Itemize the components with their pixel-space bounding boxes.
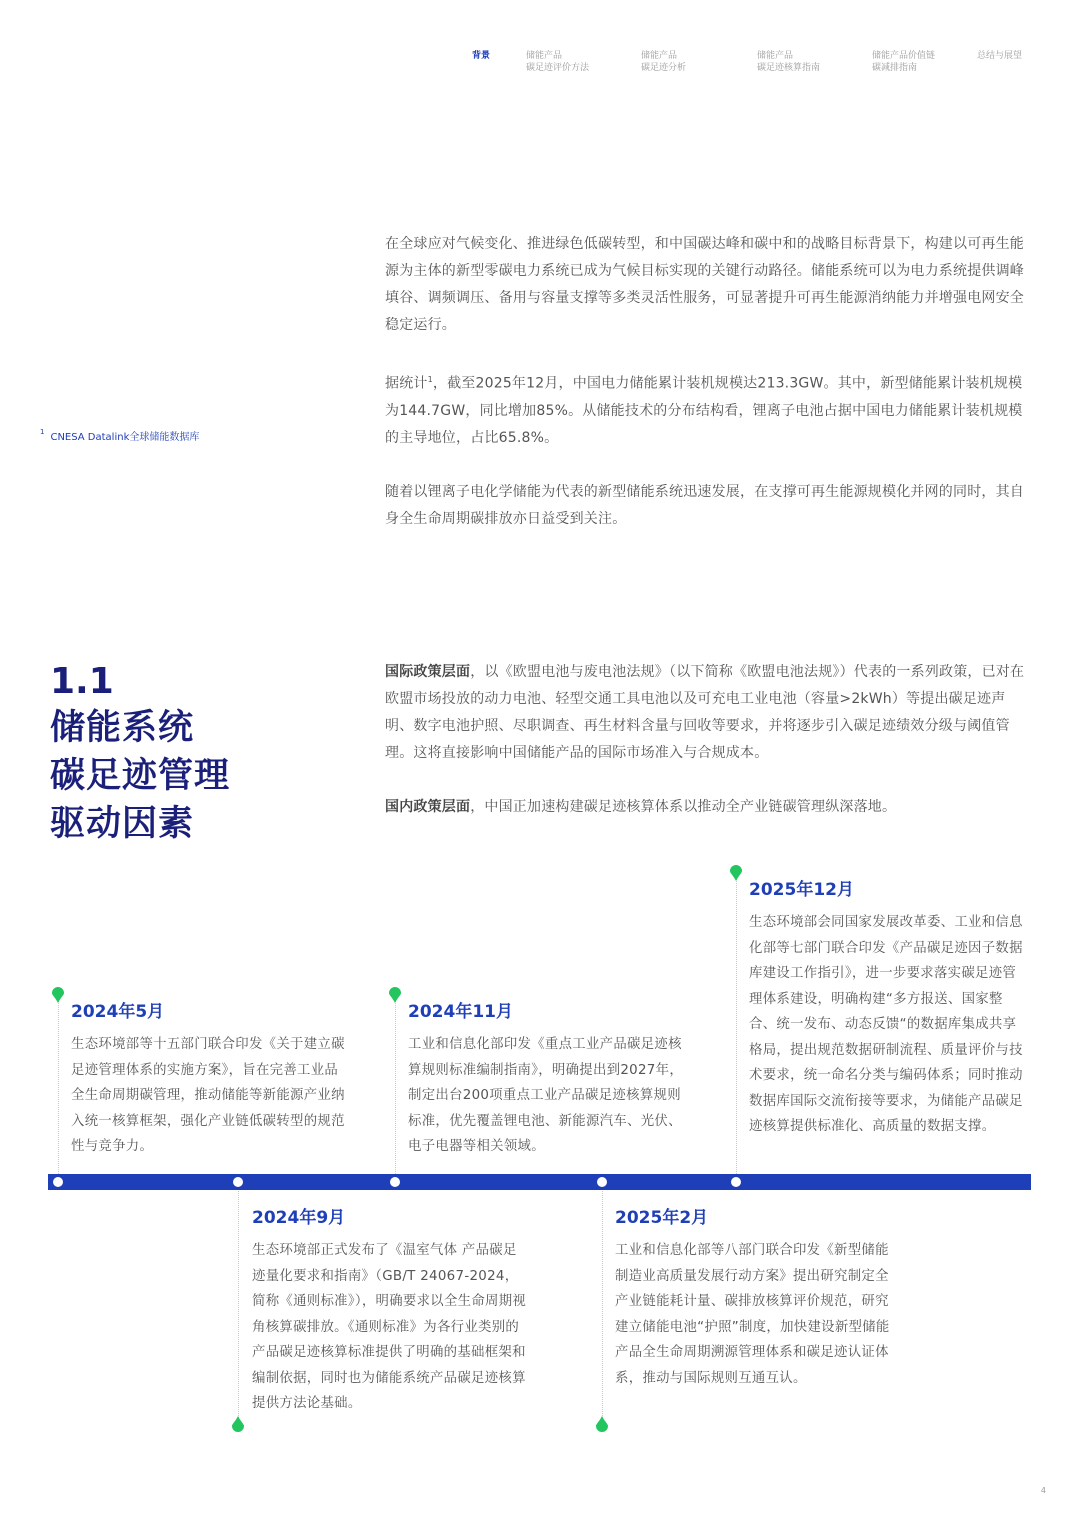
location-pin-icon [52, 987, 64, 1003]
timeline-dot [390, 1177, 400, 1187]
timeline-event-2024-11 [408, 1000, 686, 1160]
nav-item-background[interactable]: 背景 [472, 51, 491, 61]
event-description: 工业和信息化部印发《重点工业产品碳足迹核算规则标准编制指南》，明确提出到2027年，制定出台200项重点工业产品碳足迹核算规则标准，优先覆盖锂电池、新能源汽车、光伏、电子电器等相关领域。 [408, 1037, 684, 1154]
footnote-reference[interactable]: 1 [427, 375, 433, 384]
intro-section [385, 231, 1030, 560]
timeline-dot [597, 1177, 607, 1187]
timeline-event-2024-05 [71, 1000, 346, 1160]
domestic-policy-label: 国内政策层面 [385, 799, 471, 815]
timeline-connector [602, 1188, 603, 1420]
event-date: 2025年2月 [615, 1208, 709, 1228]
domestic-policy-paragraph: 国内政策层面，中国正加速构建碳足迹核算体系以推动全产业链碳管理纵深落地。 [385, 799, 897, 815]
timeline-event-2025-12 [749, 878, 1027, 1140]
policy-section [385, 659, 1030, 848]
event-description: 工业和信息化部等八部门联合印发《新型储能制造业高质量发展行动方案》提出研究制定全产业链能耗计量、碳排放核算评价规范，研究建立储能电池“护照”制度，加快建设新型储能产品全生命周期溯源管理体系和碳足迹认证体系，推动与国际规则互通互认。 [615, 1243, 890, 1386]
intro-paragraph-1: 在全球应对气候变化、推进绿色低碳转型，和中国碳达峰和碳中和的战略目标背景下，构建以可再生能源为主体的新型零碳电力系统已成为气候目标实现的关键行动路径。储能系统可以为电力系统提供调峰填谷、调频调压、备用与容量支撑等多类灵活性服务，可显著提升可再生能源消纳能力并增强电网安全稳定运行。 [385, 236, 1024, 333]
timeline-event-2024-09 [252, 1206, 527, 1417]
event-description: 生态环境部正式发布了《温室气体 产品碳足迹量化要求和指南》（GB/T 24067-2024，简称《通则标准》），明确要求以全生命周期视角核算碳排放。《通则标准》为各行业类别的产品碳足迹核算标准提供了明确的基础框架和编制依据，同时也为储能系统产品碳足迹核算提供方法论基础。 [252, 1243, 527, 1411]
event-description: 生态环境部等十五部门联合印发《关于建立碳足迹管理体系的实施方案》，旨在完善工业品全生命周期碳管理，推动储能等新能源产业纳入统一核算框架，强化产业链低碳转型的规范性与竞争力。 [71, 1037, 345, 1154]
event-date: 2024年5月 [71, 1002, 165, 1022]
event-date: 2024年11月 [408, 1002, 513, 1022]
international-policy-paragraph: 国际政策层面，以《欧盟电池与废电池法规》（以下简称《欧盟电池法规》）代表的一系列政策，已对在欧盟市场投放的动力电池、轻型交通工具电池以及可充电工业电池（容量>2kWh）等提出碳足迹声明、数字电池护照、尽职调查、再生材料含量与回收等要求，并将逐步引入碳足迹绩效分级与阈值管理。这将直接影响中国储能产品的国际市场准入与合规成本。 [385, 664, 1025, 761]
intro-paragraph-2: 据统计$^1$，截至2025年12月，中国电力储能累计装机规模达213.3GW。其中，新型储能累计装机规模为144.7GW，同比增加85%。从储能技术的分布结构看，锂离子电池占据中国电力储能累计装机规模的主导地位，占比65.8%。 [385, 375, 1023, 446]
section-number: 1.1 [50, 661, 114, 702]
section-title-line-2: 碳足迹管理 [50, 756, 231, 796]
timeline-dot [53, 1177, 63, 1187]
page-number: 4 [1040, 1486, 1046, 1495]
nav-item-reduction-guide[interactable]: 储能产品价值链 碳减排指南 [872, 51, 936, 73]
footnote [40, 428, 199, 443]
nav-item-summary[interactable]: 总结与展望 [977, 51, 1023, 61]
section-title-line-1: 储能系统 [50, 708, 195, 748]
nav-item-evaluation-method[interactable]: 储能产品 碳足迹评价方法 [526, 51, 590, 73]
event-date: 2025年12月 [749, 880, 854, 900]
nav-item-accounting-guide[interactable]: 储能产品 碳足迹核算指南 [757, 51, 821, 73]
timeline-dot [731, 1177, 741, 1187]
top-navigation [470, 50, 1040, 80]
timeline-bar [48, 1174, 1031, 1190]
location-pin-icon [389, 987, 401, 1003]
intro-paragraph-3: 随着以锂离子电化学储能为代表的新型储能系统迅速发展，在支撑可再生能源规模化并网的同时，其自身全生命周期碳排放亦日益受到关注。 [385, 483, 1024, 527]
footnote-text: CNESA Datalink全球储能数据库 [50, 432, 200, 443]
section-heading [50, 660, 230, 848]
location-pin-icon [232, 1416, 244, 1432]
timeline-event-2025-02 [615, 1206, 893, 1391]
footnote-mark: 1 [40, 428, 45, 436]
timeline-connector [238, 1188, 239, 1420]
section-title-line-3: 驱动因素 [50, 804, 195, 844]
location-pin-icon [730, 865, 742, 881]
international-policy-label: 国际政策层面 [385, 664, 471, 680]
event-date: 2024年9月 [252, 1208, 346, 1228]
timeline-dot [233, 1177, 243, 1187]
location-pin-icon [596, 1416, 608, 1432]
timeline-connector [395, 1000, 396, 1176]
event-description: 生态环境部会同国家发展改革委、工业和信息化部等七部门联合印发《产品碳足迹因子数据库建设工作指引》，进一步要求落实碳足迹管理体系建设，明确构建“多方报送、国家整合、统一发布、动态反馈“的数据库集成共享格局，提出规范数据研制流程、质量评价与技术要求，统一命名分类与编码体系；同时推动数据库国际交流衔接等要求，为储能产品碳足迹核算提供标准化、高质量的数据支撑。 [749, 915, 1023, 1134]
timeline-connector [58, 1000, 59, 1176]
nav-item-footprint-analysis[interactable]: 储能产品 碳足迹分析 [641, 51, 687, 73]
timeline-connector [736, 878, 737, 1176]
